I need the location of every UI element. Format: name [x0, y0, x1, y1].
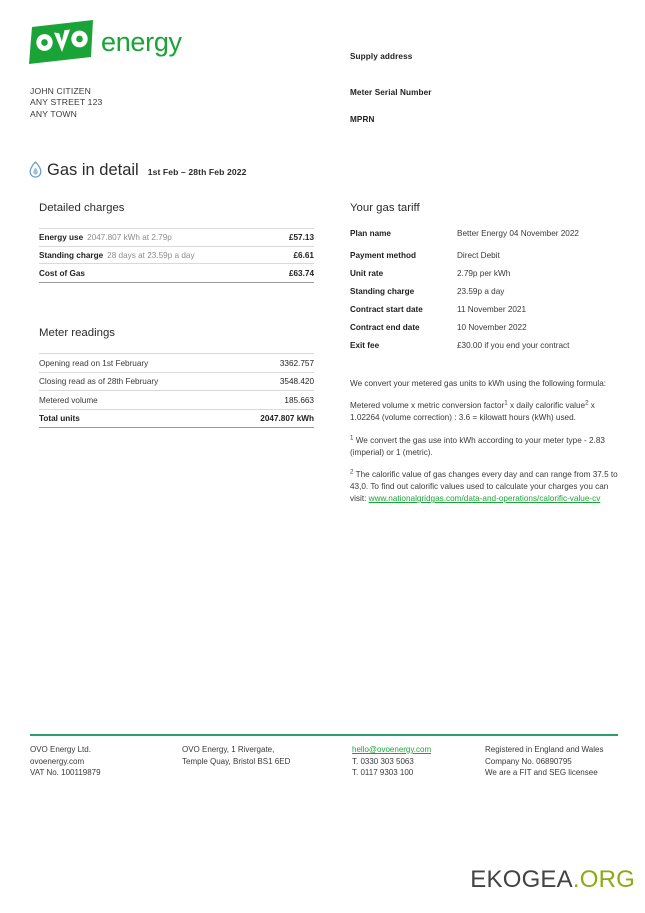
- charge-amount: £57.13: [276, 229, 314, 247]
- table-row: [39, 246, 314, 264]
- ovo-logo-mark: [29, 20, 95, 64]
- footnote-marker-1: 1: [504, 399, 508, 407]
- watermark-name: EKOGEA: [470, 866, 573, 893]
- footer-address-line-1: OVO Energy, 1 Rivergate,: [182, 745, 275, 754]
- logo-wordmark: energy: [101, 27, 182, 57]
- customer-town: ANY TOWN: [30, 108, 78, 119]
- customer-address: [30, 86, 102, 120]
- charge-label: Standing charge: [39, 250, 104, 260]
- reading-value: 3362.757: [229, 354, 314, 373]
- table-row-total: [39, 264, 314, 283]
- tariff-key: Standing charge: [350, 286, 415, 296]
- tariff-key: Unit rate: [350, 268, 384, 278]
- tariff-value: Direct Debit: [457, 250, 500, 260]
- gas-tariff-table: [350, 228, 620, 358]
- footer-email-link[interactable]: hello@ovoenergy.com: [352, 745, 432, 754]
- section-spacer: [39, 283, 314, 327]
- table-row: [350, 286, 620, 304]
- page-footer: [30, 744, 630, 779]
- supply-address-label: Supply address: [350, 52, 413, 61]
- footer-address-column: [182, 744, 352, 779]
- table-row: [350, 304, 620, 322]
- footer-vat-number: VAT No. 100119879: [30, 768, 101, 778]
- footnote-1-marker: 1: [350, 434, 354, 442]
- reading-label: Metered volume: [39, 391, 229, 410]
- tariff-key: Exit fee: [350, 340, 380, 350]
- table-row: [39, 354, 314, 373]
- tariff-value: 11 November 2021: [457, 304, 527, 314]
- tariff-value: 2.79p per kWh: [457, 268, 511, 278]
- tariff-key: Plan name: [350, 229, 391, 238]
- tariff-value: 10 November 2022: [457, 322, 527, 332]
- footer-website: ovoenergy.com: [30, 756, 85, 766]
- formula-part-1: Metered volume x metric conversion factor: [350, 401, 505, 411]
- conversion-intro: We convert your metered gas units to kWh using the following formula:: [350, 378, 607, 388]
- table-row: [39, 372, 314, 391]
- footer-contact-column: [352, 744, 485, 779]
- charge-label: Energy use: [39, 233, 84, 242]
- table-row: [39, 229, 314, 247]
- tariff-key: Payment method: [350, 250, 416, 260]
- detailed-charges-title: Detailed charges: [39, 202, 125, 214]
- reading-label: Opening read on 1st February: [39, 354, 229, 373]
- footnote-2-marker: 2: [350, 468, 354, 476]
- footnote-1-text: We convert the gas use into kWh according to your meter type - 2.83 (imperial) or 1 (metric).: [350, 435, 605, 457]
- mprn-label: MPRN: [350, 115, 375, 124]
- footer-phone-1: T. 0330 303 5063: [352, 756, 414, 766]
- tariff-key: Contract start date: [350, 304, 423, 314]
- formula-part-3: x 1.02264 (volume correction) : 3.6 = kilowatt hours (kWh) used.: [350, 401, 595, 423]
- right-column: [350, 202, 620, 516]
- detailed-charges-table: [39, 228, 314, 283]
- footer-address-line-2: Temple Quay, Bristol BS1 6ED: [182, 756, 291, 766]
- conversion-notes: [350, 378, 620, 505]
- formula-part-2: x daily calorific value: [507, 401, 586, 411]
- cost-of-gas-amount: £63.74: [276, 264, 314, 283]
- reading-value: 185.663: [229, 391, 314, 410]
- tariff-value: 23.59p a day: [457, 286, 505, 296]
- ekogea-watermark: [470, 866, 635, 894]
- gas-flame-icon: [29, 161, 42, 178]
- table-row: [350, 268, 620, 286]
- reading-value: 3548.420: [229, 372, 314, 391]
- ovo-energy-logo: [29, 18, 329, 68]
- tariff-value: £30.00 if you end your contract: [457, 340, 570, 350]
- footnote-2-text: The calorific value of gas changes every day and can range from 37.5 to 43,0. To find out calorific values used to calculate your charges you can visit:: [350, 470, 618, 504]
- footnote-2: [350, 469, 620, 504]
- table-row: [350, 340, 620, 358]
- billing-period: 1st Feb – 28th Feb 2022: [147, 167, 247, 177]
- footer-divider: [30, 734, 618, 736]
- total-units-label: Total units: [39, 409, 229, 428]
- cost-of-gas-label: Cost of Gas: [39, 264, 276, 283]
- meter-serial-number-label: Meter Serial Number: [350, 88, 432, 97]
- meter-readings-table: [39, 353, 314, 428]
- charge-amount: £6.61: [276, 246, 314, 264]
- footer-registered-in: Registered in England and Wales: [485, 745, 604, 754]
- left-column: [39, 202, 314, 428]
- tariff-value: Better Energy 04 November 2022: [457, 229, 579, 238]
- table-row: [350, 322, 620, 340]
- footer-company-number: Company No. 06890795: [485, 756, 572, 766]
- table-row: [350, 250, 620, 268]
- footer-company-name: OVO Energy Ltd.: [30, 745, 91, 754]
- footnote-marker-2: 2: [585, 399, 589, 407]
- table-row-total: [39, 409, 314, 428]
- gas-tariff-title: Your gas tariff: [350, 202, 420, 214]
- footer-phone-2: T. 0117 9303 100: [352, 768, 414, 778]
- watermark-tld: .ORG: [572, 866, 635, 893]
- footer-company-column: [30, 744, 182, 779]
- meter-readings-title: Meter readings: [39, 327, 115, 339]
- footer-licensee: We are a FIT and SEG licensee: [485, 768, 598, 778]
- tariff-key: Contract end date: [350, 322, 420, 332]
- charge-detail: 28 days at 23.59p a day: [107, 250, 195, 260]
- footnote-1: [350, 435, 620, 459]
- gas-in-detail-title: Gas in detail: [47, 161, 139, 179]
- reading-label: Closing read as of 28th February: [39, 372, 229, 391]
- gas-in-detail-heading: [29, 158, 247, 180]
- charge-detail: 2047.807 kWh at 2.79p: [87, 233, 172, 242]
- footer-registration-column: [485, 744, 645, 779]
- calorific-value-link[interactable]: www.nationalgridgas.com/data-and-operations/calorific-value-cv: [368, 494, 601, 504]
- customer-name: JOHN CITIZEN: [30, 86, 91, 96]
- total-units-value: 2047.807 kWh: [229, 409, 314, 428]
- supply-details-block: [350, 52, 630, 124]
- table-row: [350, 228, 620, 250]
- conversion-formula: [350, 400, 620, 424]
- customer-street: ANY STREET 123: [30, 97, 103, 108]
- table-row: [39, 391, 314, 410]
